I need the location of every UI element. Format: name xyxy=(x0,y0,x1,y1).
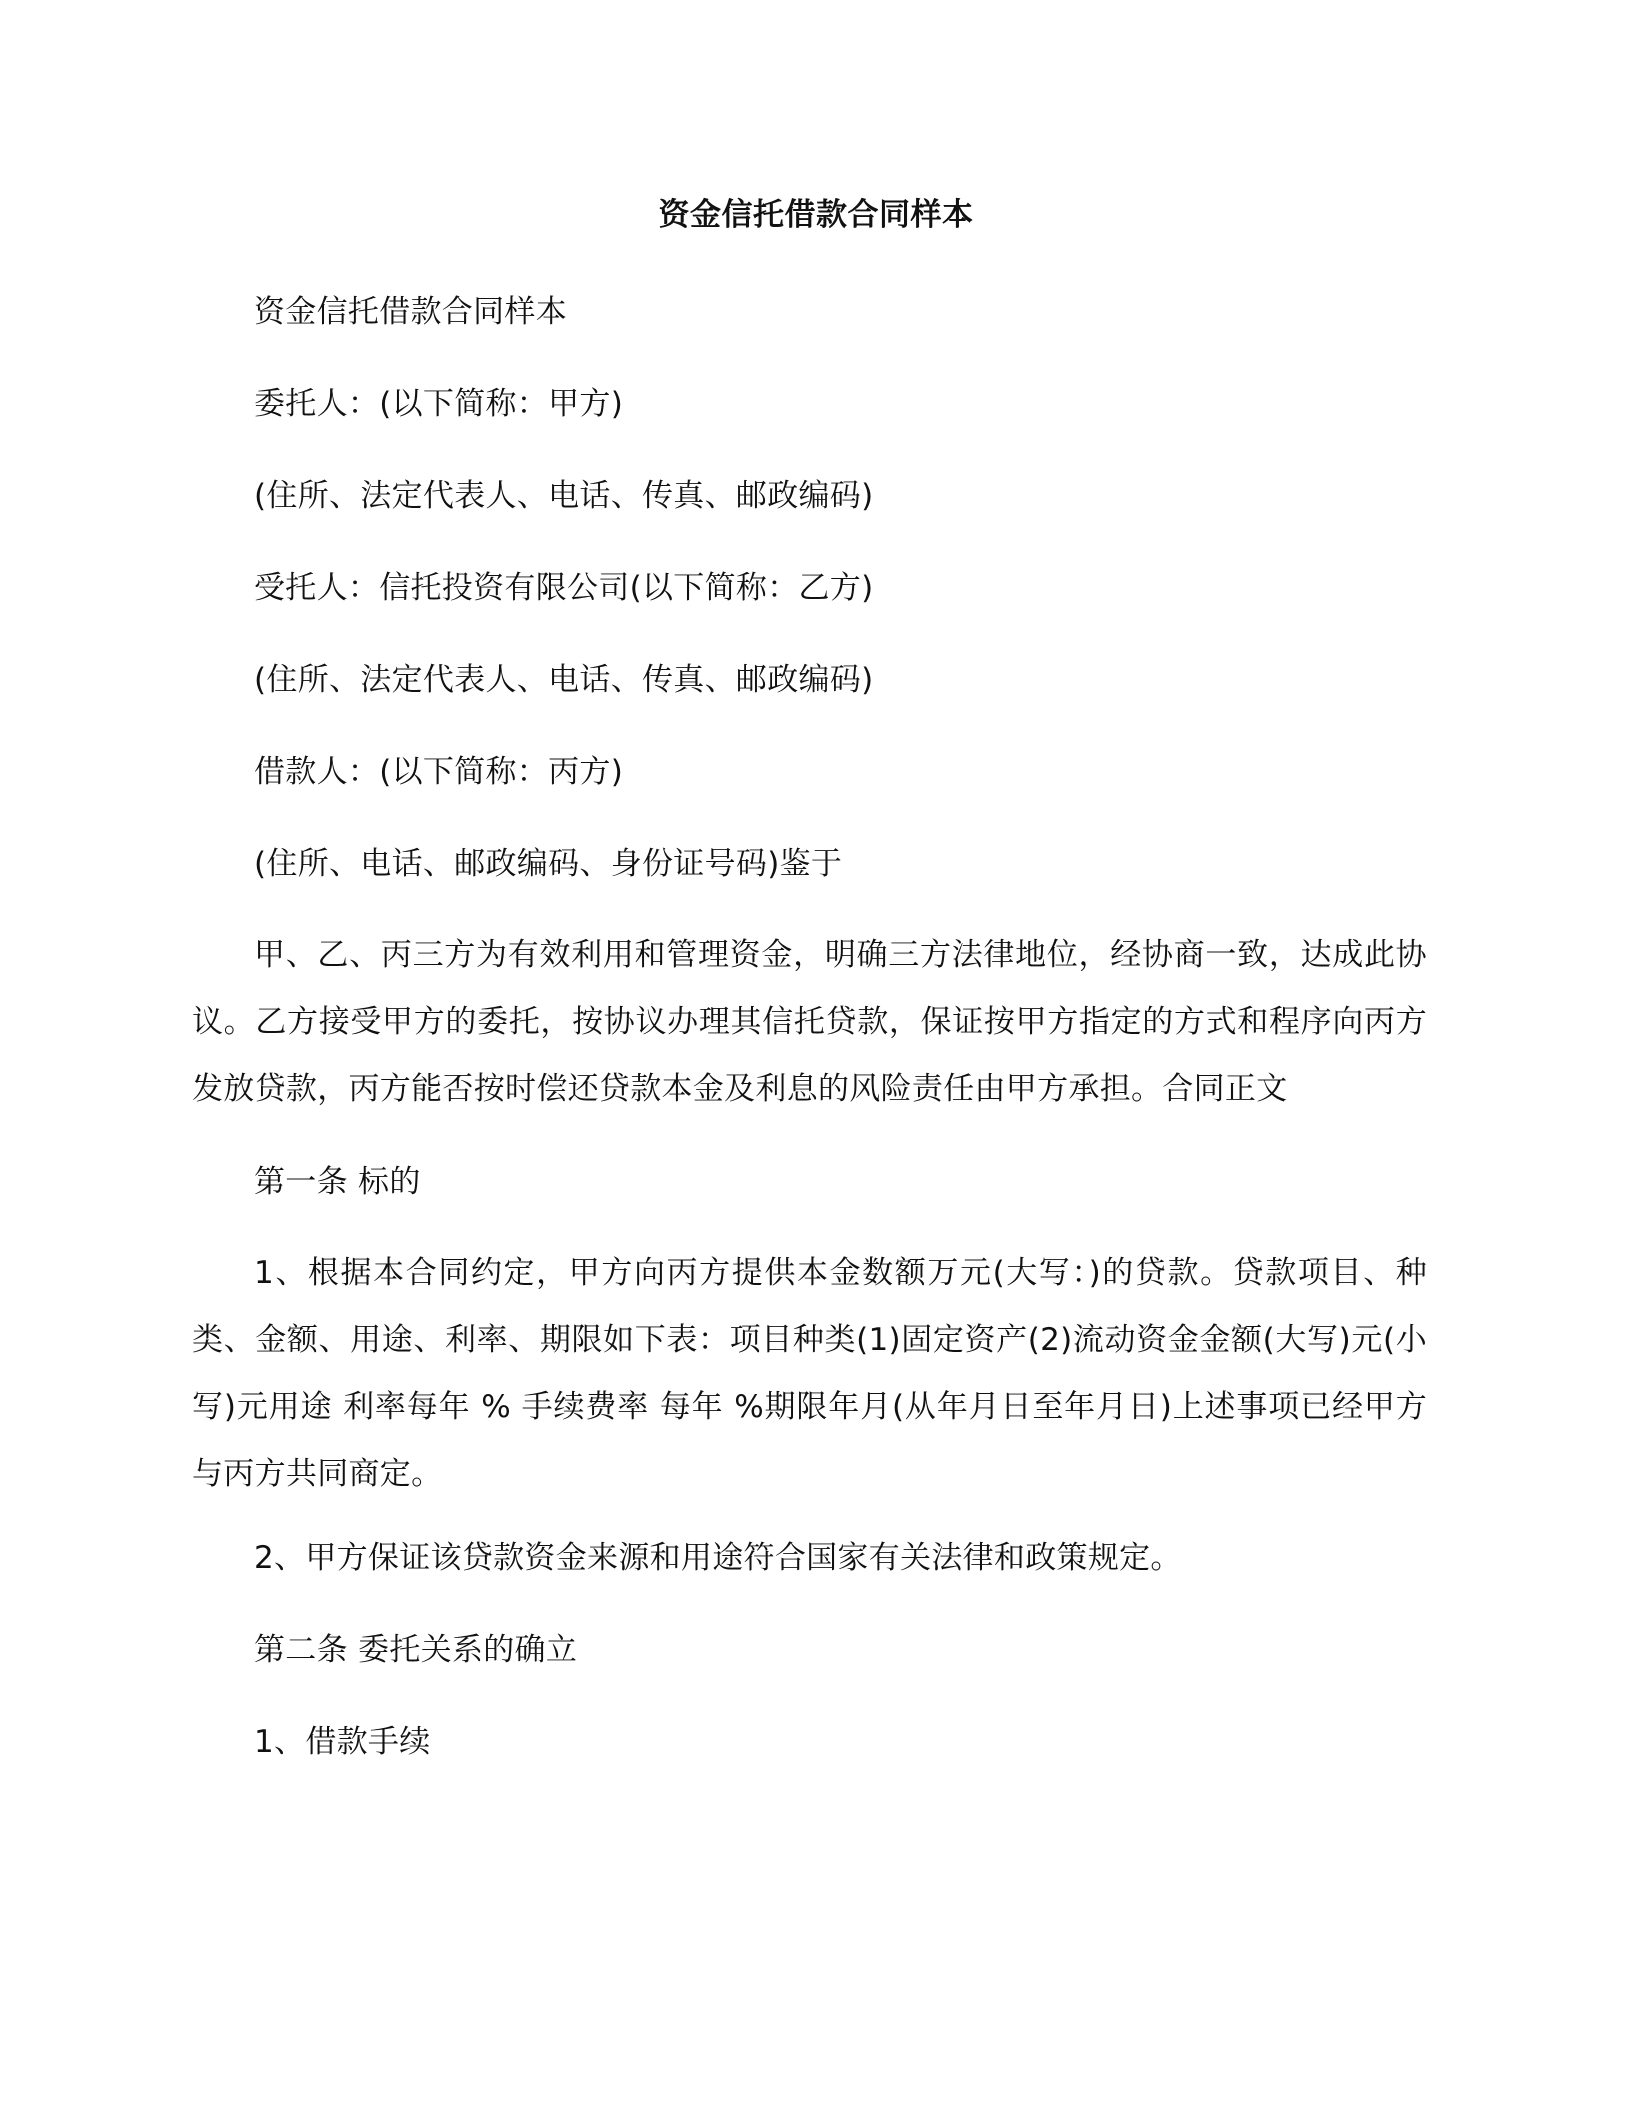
intro-paragraph: 甲、乙、丙三方为有效利用和管理资金，明确三方法律地位，经协商一致，达成此协议。乙方接受甲方的委托，按协议办理其信托贷款，保证按甲方指定的方式和程序向丙方发放贷款，丙方能否按时偿还贷款本金及利息的风险责任由甲方承担。合同正文 xyxy=(192,937,1427,1107)
article1-heading: 第一条 标的 xyxy=(254,1164,421,1200)
borrower-line: 借款人：(以下简称：丙方) xyxy=(254,754,624,790)
article1-item1-paragraph: 1、根据本合同约定，甲方向丙方提供本金数额万元(大写：)的贷款。贷款项目、种类、金额、用途、利率、期限如下表：项目种类(1)固定资产(2)流动资金金额(大写)元(小写)元用途 利率每年 % 手续费率 每年 %期限年月(从年月日至年月日)上述事项已经甲方与丙方共同商定。 xyxy=(192,1255,1427,1492)
trustee-line: 受托人：信托投资有限公司(以下简称：乙方) xyxy=(254,570,874,606)
principal-info-line: (住所、法定代表人、电话、传真、邮政编码) xyxy=(254,478,874,514)
document-title: 资金信托借款合同样本 xyxy=(658,197,974,233)
trustee-info-line: (住所、法定代表人、电话、传真、邮政编码) xyxy=(254,662,874,698)
article2-heading: 第二条 委托关系的确立 xyxy=(254,1632,578,1668)
subtitle-line: 资金信托借款合同样本 xyxy=(254,294,567,330)
borrower-info-line: (住所、电话、邮政编码、身份证号码)鉴于 xyxy=(254,846,843,882)
article1-item2-line: 2、甲方保证该贷款资金来源和用途符合国家有关法律和政策规定。 xyxy=(254,1540,1182,1576)
principal-line: 委托人：(以下简称：甲方) xyxy=(254,386,624,422)
article2-item1-line: 1、借款手续 xyxy=(254,1724,431,1760)
